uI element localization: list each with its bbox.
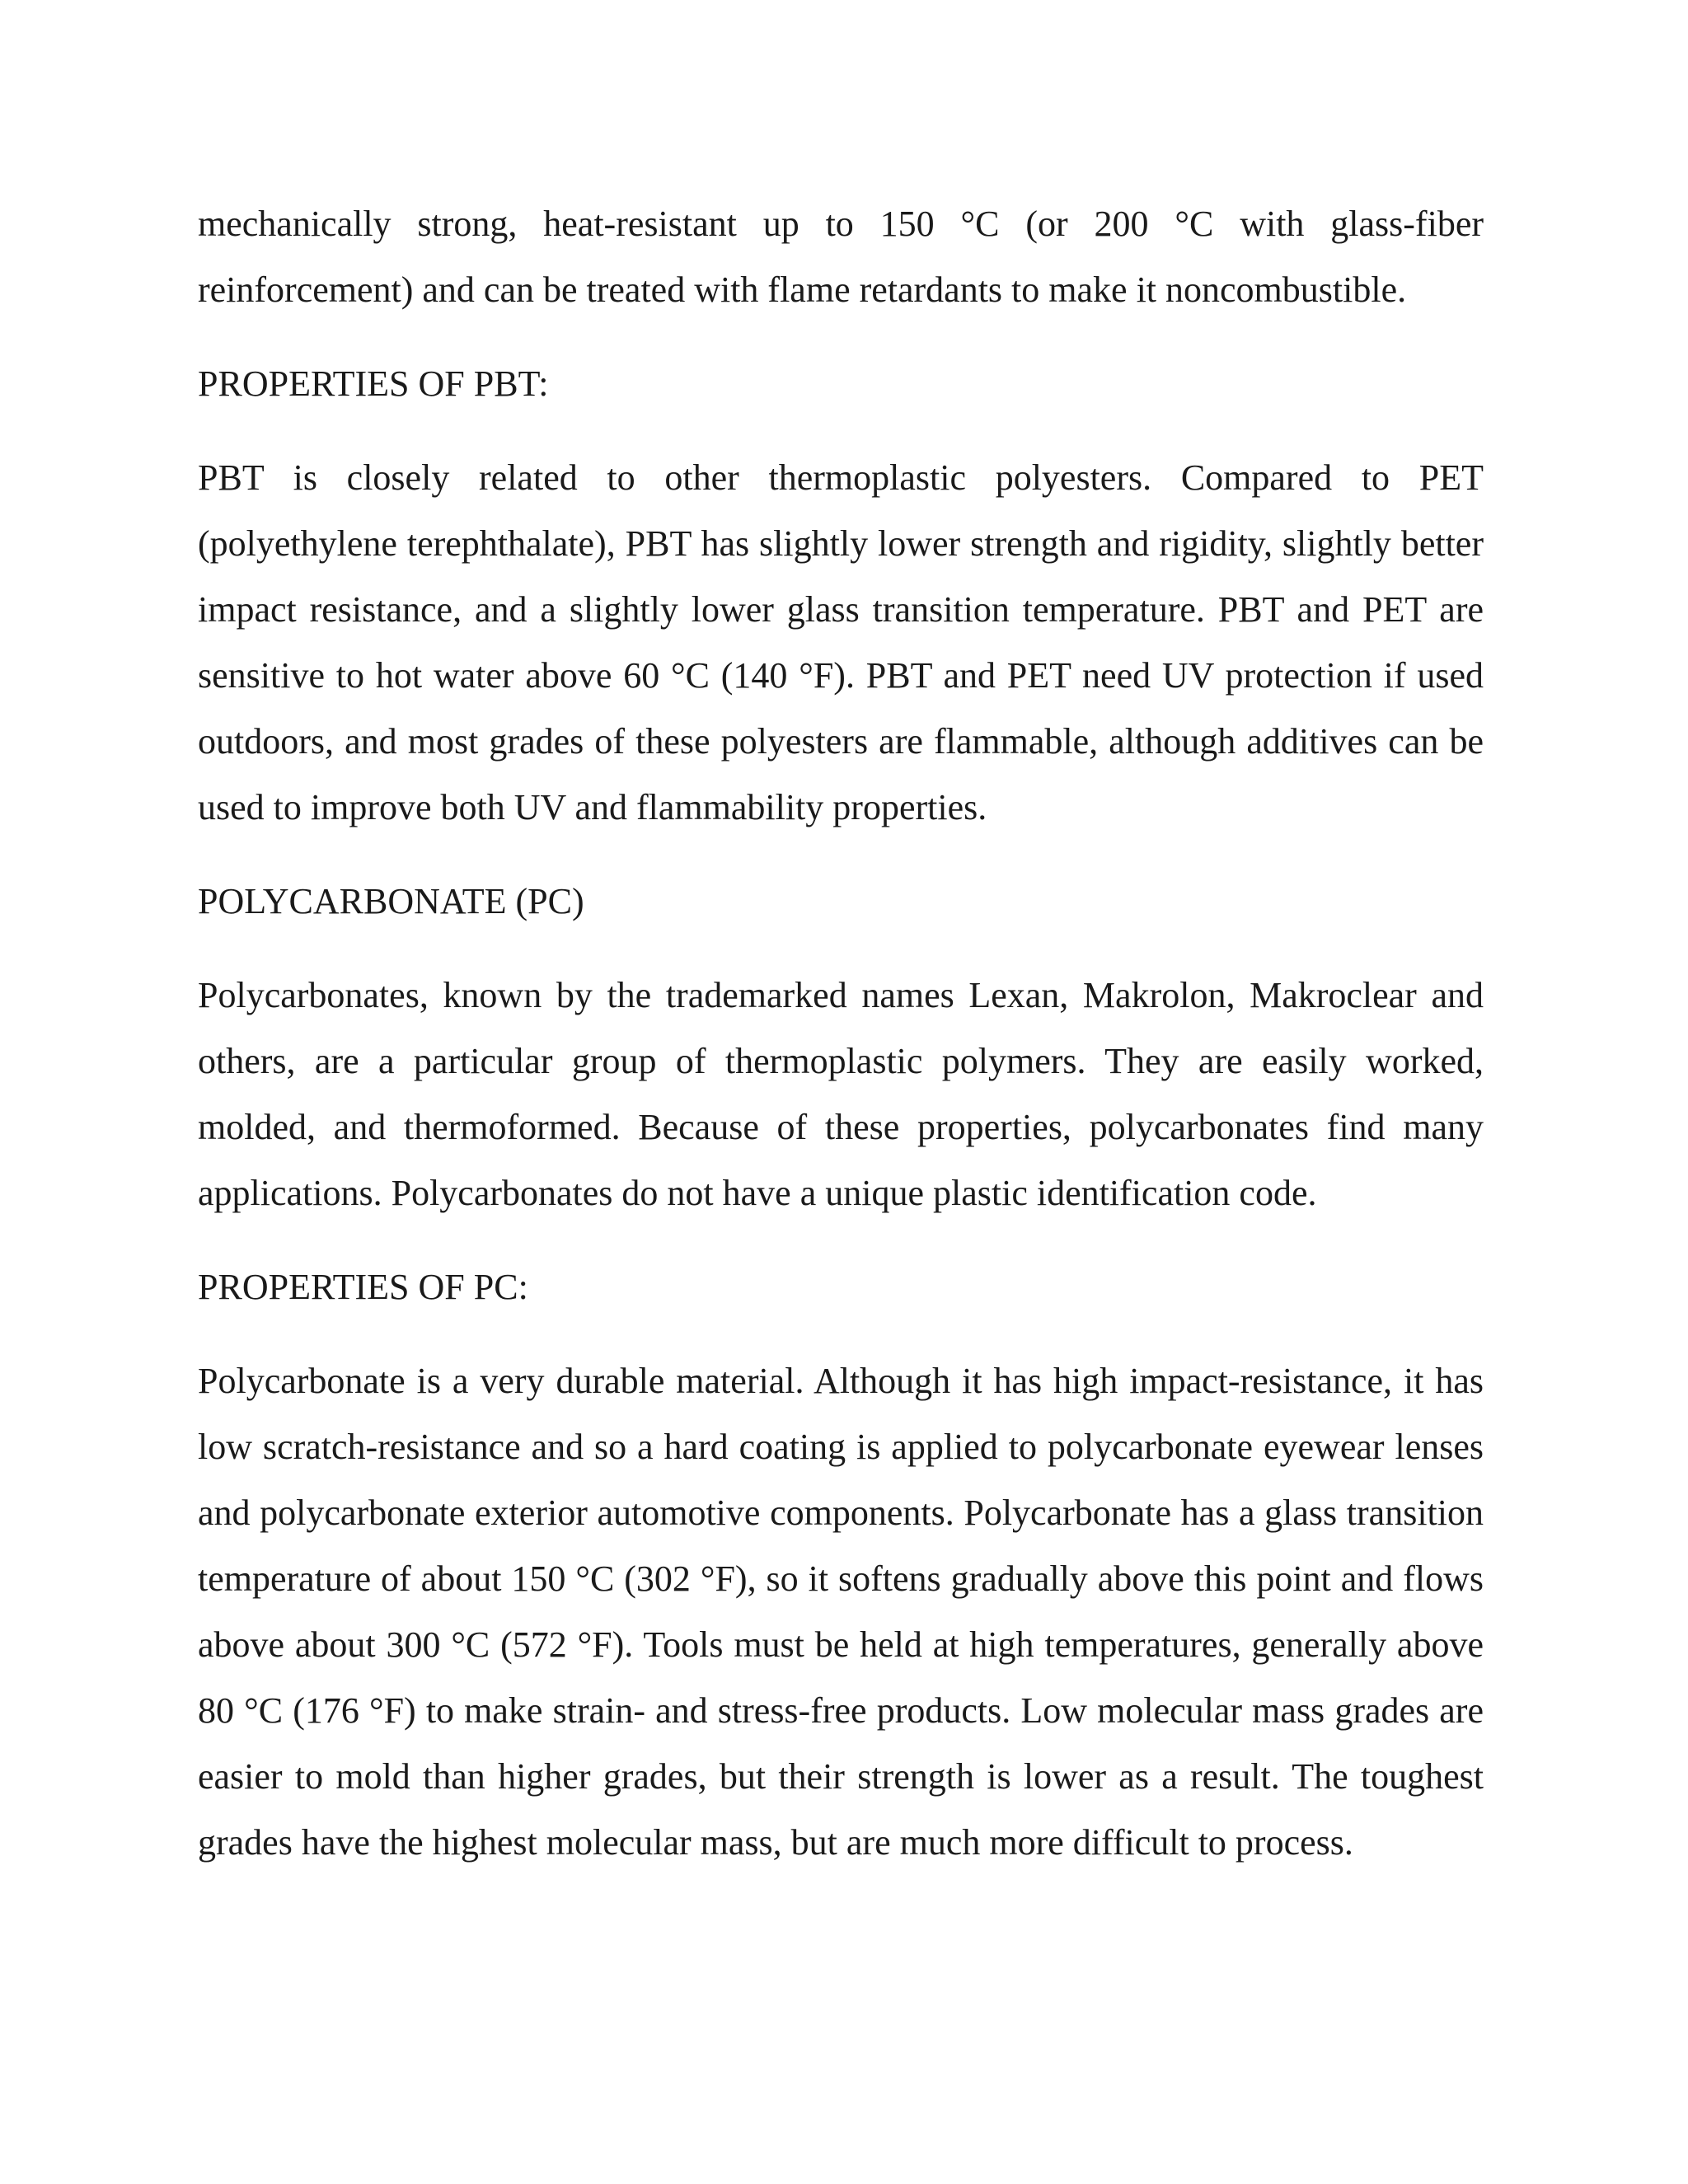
pbt-properties-paragraph: PBT is closely related to other thermoplastic polyesters. Compared to PET (polyethylene terephthalate), PBT has slightly lower strength and rigidity, slightly better impact resistance, and a slightly lower glass transition temperature. PBT and PET are sensitive to hot water above 60 °C (140 °F). PBT and PET need UV protection if used outdoors, and most grades of these polyesters are flammable, although additives can be used to improve both UV and flammability properties. <box>198 457 1484 827</box>
pbt-properties-heading: PROPERTIES OF PBT: <box>198 363 549 404</box>
pc-properties-paragraph: Polycarbonate is a very durable material. Although it has high impact-resistance, it has low scratch-resistance and so a hard coating is applied to polycarbonate eyewear lenses and polycarbonate exterior automotive components. Polycarbonate has a glass transition temperature of about 150 °C (302 °F), so it softens gradually above this point and flows above about 300 °C (572 °F). Tools must be held at high temperatures, generally above 80 °C (176 °F) to make strain- and stress-free products. Low molecular mass grades are easier to mold than higher grades, but their strength is lower as a result. The toughest grades have the highest molecular mass, but are much more difficult to process. <box>198 1361 1484 1863</box>
polycarbonate-paragraph: Polycarbonates, known by the trademarked names Lexan, Makrolon, Makroclear and others, are a particular group of thermoplastic polymers. They are easily worked, molded, and thermoformed. Because of these properties, polycarbonates find many applications. Polycarbonates do not have a unique plastic identification code. <box>198 975 1484 1213</box>
intro-paragraph: mechanically strong, heat-resistant up to 150 °C (or 200 °C with glass-fiber reinforcement) and can be treated with flame retardants to make it noncombustible. <box>198 204 1484 310</box>
document-page <box>198 191 1484 1876</box>
pc-properties-heading: PROPERTIES OF PC: <box>198 1267 528 1307</box>
polycarbonate-heading: POLYCARBONATE (PC) <box>198 881 584 921</box>
